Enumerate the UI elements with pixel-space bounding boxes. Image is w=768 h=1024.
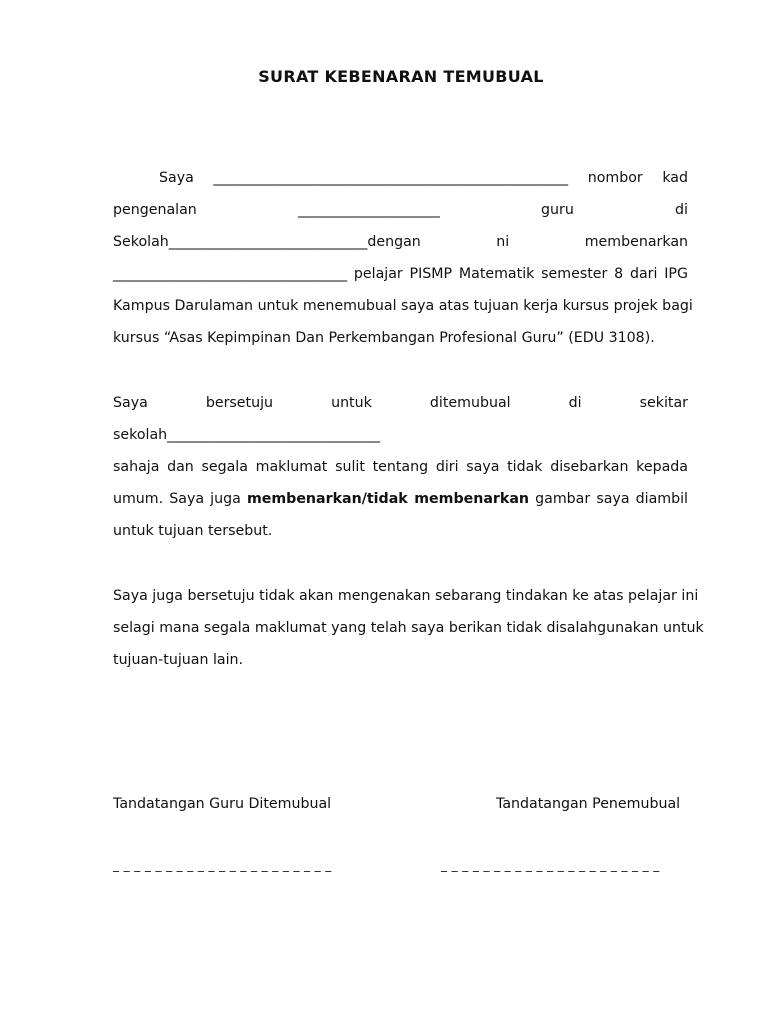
- paragraph2-line3: sahaja dan segala maklumat sulit tentang diri saya tidak disebarkan kepada: [113, 459, 688, 475]
- paragraph2-line1: [113, 393, 688, 413]
- p1-l2-di: di: [675, 202, 688, 218]
- ic-number-blank: ____________________: [297, 202, 440, 218]
- p1-l1-nombor: nombor: [587, 170, 643, 186]
- p2-word: Saya: [113, 395, 148, 411]
- school-blank: Sekolah____________________________dengan: [113, 234, 421, 250]
- p2-word: ditemubual: [429, 395, 511, 411]
- paragraph1-line1: [113, 168, 688, 188]
- paragraph1-line6: kursus “Asas Kepimpinan Dan Perkembangan Profesional Guru” (EDU 3108).: [113, 330, 655, 346]
- p2-word: sekitar: [639, 395, 688, 411]
- p1-l2-pengenalan: pengenalan: [113, 202, 197, 218]
- permission-choice-bold: membenarkan/tidak membenarkan: [246, 491, 530, 507]
- paragraph2-line2: sekolah______________________________: [113, 427, 380, 443]
- p2-word: di: [568, 395, 582, 411]
- p2-l4-post: gambar saya diambil: [535, 491, 688, 507]
- signature-line-teacher: _ _ _ _ _ _ _ _ _ _ _ _ _ _ _ _ _ _ _ _ _: [113, 858, 332, 872]
- signature-label-teacher: Tandatangan Guru Ditemubual: [113, 796, 332, 812]
- paragraph1-line4: _________________________________ pelajar PISMP Matematik semester 8 dari IPG: [113, 266, 688, 282]
- p1-l3-membenarkan: membenarkan: [584, 234, 689, 250]
- name-blank: __________________________________________________: [213, 170, 569, 186]
- signature-line-interviewer: _ _ _ _ _ _ _ _ _ _ _ _ _ _ _ _ _ _ _ _ _: [441, 858, 660, 872]
- p1-l2-guru: guru: [541, 202, 574, 218]
- p2-word: bersetuju: [205, 395, 274, 411]
- paragraph2-line4: [113, 489, 688, 509]
- signature-label-interviewer: Tandatangan Penemubual: [496, 796, 681, 812]
- p2-l4-pre: umum. Saya juga: [113, 491, 241, 507]
- paragraph3-line1: Saya juga bersetuju tidak akan mengenakan sebarang tindakan ke atas pelajar ini: [113, 588, 699, 604]
- p2-word: untuk: [331, 395, 372, 411]
- document-title: SURAT KEBENARAN TEMUBUAL: [258, 67, 544, 86]
- paragraph1-line2: [113, 200, 688, 220]
- paragraph3-line2: selagi mana segala maklumat yang telah saya berikan tidak disalahgunakan untuk: [113, 620, 704, 636]
- p1-l1-saya: Saya: [159, 170, 194, 186]
- paragraph3-line3: tujuan-tujuan lain.: [113, 652, 244, 668]
- paragraph2-line5: untuk tujuan tersebut.: [113, 523, 273, 539]
- p1-l1-kad: kad: [662, 170, 688, 186]
- paragraph1-line3: [113, 232, 688, 252]
- p1-l3-ni: ni: [496, 234, 510, 250]
- paragraph1-line5: Kampus Darulaman untuk menemubual saya atas tujuan kerja kursus projek bagi: [113, 298, 693, 314]
